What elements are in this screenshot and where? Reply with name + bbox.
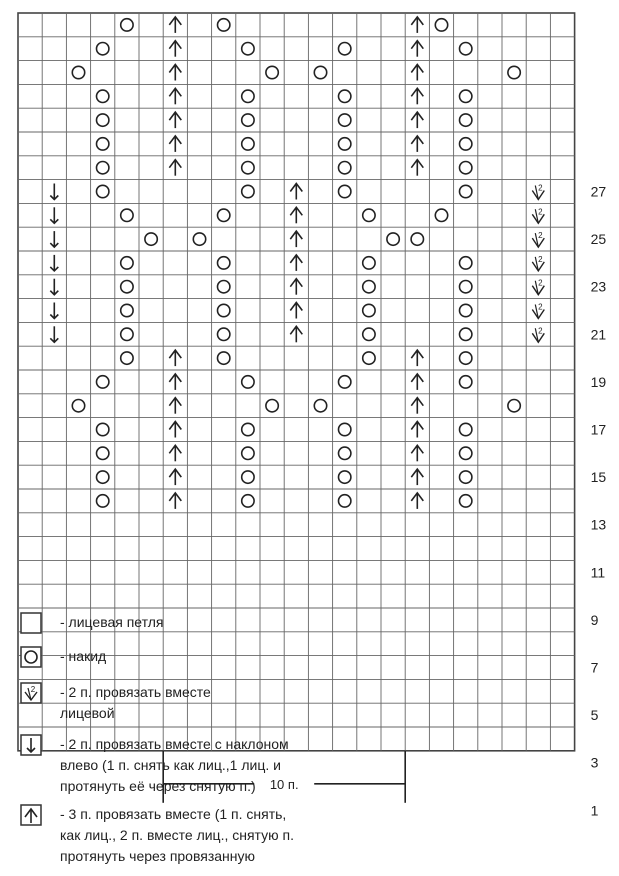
legend-text-ssk: - 2 п. провязать вместе с наклоном влево (1 п. снять как лиц.,1 лиц. и протянуть её через снятую п.) [60, 736, 289, 794]
svg-text:2: 2 [30, 685, 36, 694]
yarn-over-icon [18, 644, 44, 670]
k3tog-icon [18, 802, 44, 828]
ssk-arrow-icon [18, 732, 44, 758]
legend-text-k3tog: - 3 п. провязать вместе (1 п. снять, как лиц., 2 п. вместе лиц., снятую п. протянуть через провязанную [60, 806, 294, 864]
row-number-label: 21 [590, 326, 607, 343]
legend-text-knit: - лицевая петля [60, 614, 164, 630]
k2tog-symbol-digit: 2 [538, 278, 543, 288]
row-number-label: 3 [590, 754, 599, 771]
knit-stitch-icon [18, 610, 44, 636]
k2tog-symbol-digit: 2 [538, 254, 543, 264]
k2tog-symbol-digit: 2 [538, 231, 543, 241]
k2tog-symbol-digit: 2 [538, 302, 543, 312]
row-number-label: 15 [590, 469, 607, 486]
row-number-label: 11 [590, 564, 606, 581]
row-number-label: 5 [590, 707, 599, 724]
k2tog-icon [18, 680, 44, 706]
row-number-label: 25 [590, 231, 607, 248]
row-number-label: 19 [590, 373, 607, 390]
row-number-label: 13 [590, 516, 607, 533]
row-number-label: 7 [590, 659, 599, 676]
repeat-label: 10 п. [269, 776, 299, 792]
row-number-label: 1 [590, 802, 599, 819]
legend-text-yarn-over: - накид [60, 648, 107, 664]
k2tog-symbol-digit: 2 [538, 183, 543, 193]
row-number-label: 9 [590, 611, 599, 628]
row-number-label: 23 [590, 278, 607, 295]
legend [18, 610, 608, 872]
row-number-label: 17 [590, 421, 607, 438]
k2tog-symbol-digit: 2 [538, 207, 543, 217]
k2tog-symbol-digit: 2 [538, 326, 543, 336]
legend-text-k2tog: - 2 п. провязать вместе лицевой [60, 684, 211, 721]
row-number-label: 27 [590, 183, 607, 200]
